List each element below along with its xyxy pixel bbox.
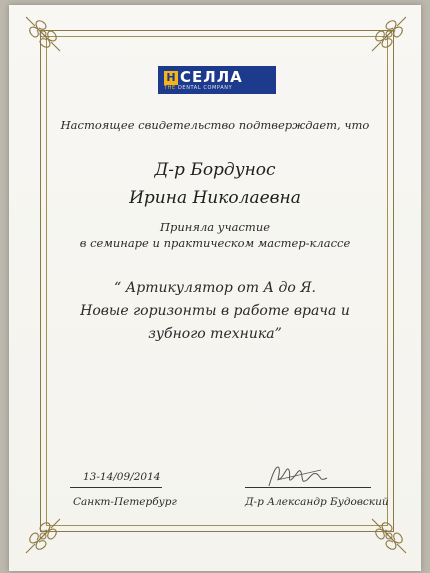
logo-mark: H <box>164 71 178 85</box>
recipient-surname: Д-р Бордунос <box>154 160 276 180</box>
seminar-title-line-1: “ Артикулятор от А до Я. <box>114 280 316 296</box>
company-logo <box>158 66 276 94</box>
corner-ornament-top-right <box>369 14 409 54</box>
signer-name: Д-р Александр Будовский <box>245 496 389 508</box>
seminar-title-line-2: Новые горизонты в работе врача и <box>80 303 350 319</box>
logo-tagline-text: DENTAL COMPANY <box>177 85 233 91</box>
corner-ornament-top-left <box>23 14 63 54</box>
seminar-title-line-3: зубного техника” <box>148 326 282 342</box>
date-underline <box>70 487 162 488</box>
corner-ornament-bottom-right <box>369 516 409 556</box>
event-date: 13-14/09/2014 <box>83 471 161 483</box>
logo-tagline <box>164 85 232 91</box>
corner-ornament-bottom-left <box>23 516 63 556</box>
recipient-given-names: Ирина Николаевна <box>129 188 301 208</box>
logo-tagline-prefix: THE <box>164 85 176 91</box>
participation-text: Приняла участие <box>159 220 271 234</box>
event-type-text: в семинаре и практическом мастер-классе <box>79 236 351 250</box>
certificate-intro: Настоящее свидетельство подтверждает, что <box>60 118 370 132</box>
signature-line <box>245 487 371 488</box>
logo-name: СЕЛЛА <box>180 68 243 86</box>
event-city: Санкт-Петербург <box>73 496 177 508</box>
